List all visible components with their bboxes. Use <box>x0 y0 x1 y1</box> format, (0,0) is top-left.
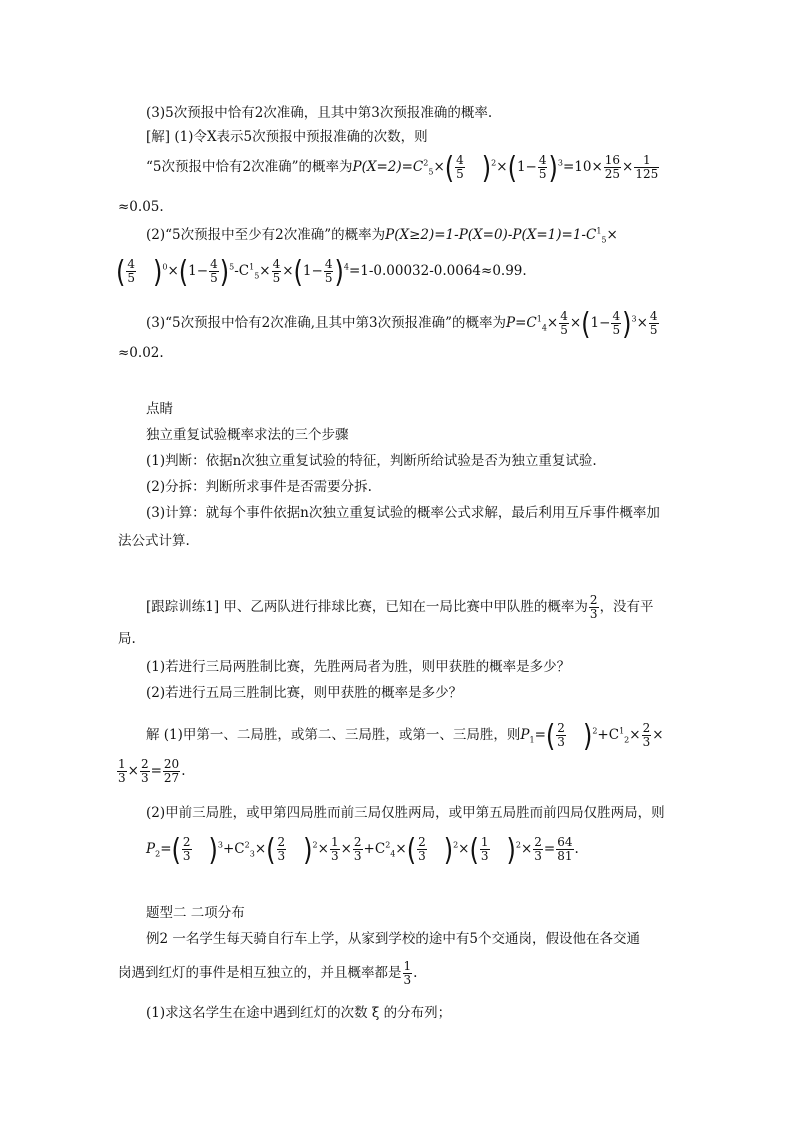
paren-close: ) <box>303 832 313 867</box>
paren-open: ( <box>581 306 591 341</box>
exp: 2 <box>453 840 459 850</box>
formula-p-third-accurate <box>146 306 660 341</box>
times-sign: × <box>254 841 267 857</box>
fraction-4-5: $\frac{4}{5}$ <box>649 309 658 337</box>
times-sign: × <box>520 841 533 857</box>
practice-1-tail: ，没有平 <box>599 599 654 615</box>
c-symbol: C <box>238 263 250 279</box>
fraction-4-5: $\frac{4}{5}$ <box>272 257 281 285</box>
paren-close: ) <box>334 254 344 289</box>
example-2-question-1: (1)求这名学生在途中遇到红灯的次数 ξ 的分布列； <box>146 1005 452 1021</box>
paren-open: ( <box>266 832 276 867</box>
times-sign: × <box>340 841 352 857</box>
paren-open: ( <box>171 832 181 867</box>
c-sup: 1 <box>249 262 255 272</box>
period: . <box>413 965 418 981</box>
dianjing-step-3-cont: 法公式计算. <box>118 533 190 549</box>
approx-result-3: ≈0.02. <box>118 345 164 361</box>
one-minus: 1− <box>516 159 537 175</box>
exp: 3 <box>217 840 223 850</box>
exp: 3 <box>631 314 637 324</box>
fraction-4-5: $\frac{4}{5}$ <box>324 257 333 285</box>
formula-5-p: P(X≥2)=1-P(X=0)-P(X=1)=1-C <box>385 227 597 243</box>
example-2-line-1: 例2 一名学生每天骑自行车上学，从家到学校的途中有5个交通岗，假设他在各交通 <box>146 931 640 947</box>
paren-close: ) <box>208 832 218 867</box>
exp: 5 <box>229 262 235 272</box>
paren-close: ) <box>506 832 516 867</box>
fraction-1-3: $\frac{1}{3}$ <box>118 757 126 785</box>
times-sign: × <box>317 841 329 857</box>
fraction-4-5: $\frac{4}{5}$ <box>538 153 547 181</box>
c-sup: 1 <box>596 226 602 236</box>
equals: = <box>150 763 162 779</box>
exp: 4 <box>343 262 349 272</box>
paren-open: ( <box>406 832 417 867</box>
paren-open: ( <box>545 718 556 753</box>
question-3-text: (3)5次预报中恰有2次准确，且其中第3次预报准确的概率. <box>146 105 493 121</box>
paren-close: ) <box>548 150 558 185</box>
practice-solution-2-formula <box>146 832 579 867</box>
paren-close: ) <box>481 150 492 185</box>
formula-continuation: ( $\frac{4}{5}$ )$^0$×(1− $\frac{4}{5}$ )$^5-C^1_5\times$ $\frac{4}{5}$ ×(1− $\frac{4}{5}$ )$^4$=1-0.00032-0.0064≈0.99. <box>116 254 527 289</box>
dianjing-step-2: (2)分拆：判断所求事件是否需要分拆. <box>146 479 372 495</box>
one-minus: 1− <box>188 263 209 279</box>
plus: + <box>222 841 235 857</box>
times-sign: × <box>569 315 582 331</box>
c-sub: 3 <box>249 849 255 859</box>
formula-7-lead: (3)“5次预报中恰有2次准确,且其中第3次预报准确”的概率为 <box>146 315 506 331</box>
p1-symbol: P <box>520 727 530 743</box>
c-sup: 2 <box>385 840 391 850</box>
practice-solution-2: (2)甲前三局胜，或甲第四局胜而前三局仅胜两局，或甲第五局胜而前四局仅胜两局，则 <box>146 805 665 821</box>
plus: + <box>597 727 609 743</box>
one-minus: 1− <box>302 263 323 279</box>
paren-open: ( <box>293 254 303 289</box>
example-2-line-2 <box>118 960 417 987</box>
times-sign: × <box>636 315 648 331</box>
paren-open: ( <box>469 832 479 867</box>
formula-7-p: P=C <box>505 315 537 331</box>
p2-sub: 2 <box>155 849 161 859</box>
approx-result-1: ≈0.05. <box>118 199 164 215</box>
times-sign: × <box>433 159 445 175</box>
fraction-2-3: $\frac{2}{3}$ <box>140 757 149 785</box>
practice-solution-1-cont <box>116 758 185 785</box>
times-sign: × <box>395 841 407 857</box>
fraction-4-5: $\frac{4}{5}$ <box>560 309 568 337</box>
formula-p-x-ge-2 <box>146 226 618 244</box>
times-sign: × <box>622 159 634 175</box>
equals: = <box>543 841 556 857</box>
equals: = <box>160 841 172 857</box>
times-sign: × <box>546 315 559 331</box>
times-sign: × <box>282 263 294 279</box>
c-sup: 2 <box>244 840 250 850</box>
c-sub: 4 <box>541 323 547 333</box>
one-minus: 1− <box>590 315 611 331</box>
fraction-4-5: $\frac{4}{5}$ <box>612 309 621 337</box>
fraction-2-3: $\frac{2}{3}$ <box>418 835 426 863</box>
practice-1-prompt <box>146 594 654 621</box>
c-symbol: C <box>234 841 245 857</box>
example-2-text: 岗遇到红灯的事件是相互独立的，并且概率都是 <box>118 965 402 981</box>
paren-open: ( <box>116 254 126 289</box>
fraction-20-27: $\frac{20}{27}$ <box>163 757 180 785</box>
c-sub: 4 <box>390 849 396 859</box>
fraction-16-25: $\frac{16}{25}$ <box>604 153 621 181</box>
exp: 3 <box>557 158 563 168</box>
formula-5-lead: (2)“5次预报中至少有2次准确”的概率为 <box>146 227 386 243</box>
fraction-4-5: $\frac{4}{5}$ <box>127 257 136 285</box>
times-sign: × <box>652 727 664 743</box>
c-symbol: C <box>374 841 386 857</box>
paren-close: ) <box>443 832 454 867</box>
fraction-1-3: $\frac{1}{3}$ <box>403 959 412 987</box>
times-sign: × <box>606 227 618 243</box>
fraction-4-5: $\frac{4}{5}$ <box>210 257 218 285</box>
exp: 2 <box>592 726 598 736</box>
times-sign: × <box>629 727 641 743</box>
practice-solution-1 <box>146 718 664 753</box>
dianjing-step-1: (1)判断：依据n次独立重复试验的特征，判断所给试验是否为独立重复试验. <box>146 453 597 469</box>
solution-1-text: 解 (1)甲第一、二局胜，或第二、三局胜，或第一、三局胜，则 <box>146 727 521 743</box>
fraction-64-81: $\frac{64}{81}$ <box>557 835 573 863</box>
exp: 0 <box>162 262 168 272</box>
paren-open: ( <box>507 150 517 185</box>
solution-intro: [解] (1)令X表示5次预报中预报准确的次数，则 <box>146 129 428 145</box>
period: . <box>574 841 579 857</box>
paren-close: ) <box>153 254 163 289</box>
times-sign: × <box>259 263 271 279</box>
formula-3-eq: =10× <box>562 159 603 175</box>
c-sup: 2 <box>423 158 429 168</box>
dianjing-title: 独立重复试验概率求法的三个步骤 <box>146 427 349 443</box>
plus: + <box>363 841 375 857</box>
fraction-2-3: $\frac{2}{3}$ <box>182 835 191 863</box>
dianjing-step-3: (3)计算：就每个事件依据n次独立重复试验的概率公式求解，最后利用互斥事件概率加 <box>146 505 660 521</box>
c-sup: 1 <box>536 314 542 324</box>
fraction-1-125: $\frac{1}{125}$ <box>635 153 659 181</box>
times-sign: × <box>127 763 139 779</box>
formula-3-p: P(X=2)=C <box>352 159 424 175</box>
equals: = <box>534 727 546 743</box>
fraction-1-3: $\frac{1}{3}$ <box>330 835 339 863</box>
paren-open: ( <box>178 254 189 289</box>
fraction-4-5: $\frac{4}{5}$ <box>456 153 464 181</box>
fraction-2-3: $\frac{2}{3}$ <box>353 835 362 863</box>
fraction-2-3: $\frac{2}{3}$ <box>557 721 565 749</box>
practice-question-2: (2)若进行五局三胜制比赛，则甲获胜的概率是多少？ <box>146 685 463 701</box>
exp: 2 <box>491 158 497 168</box>
fraction-2-3: $\frac{2}{3}$ <box>642 721 651 749</box>
times-sign: × <box>458 841 470 857</box>
c-sub: 2 <box>624 735 630 745</box>
formula-p-x-eq-2 <box>146 150 660 185</box>
formula-3-lead: “5次预报中恰有2次准确”的概率为 <box>146 159 353 175</box>
practice-question-1: (1)若进行三局两胜制比赛，先胜两局者为胜，则甲获胜的概率是多少？ <box>146 659 571 675</box>
paren-close: ) <box>582 718 593 753</box>
dianjing-heading: 点睛 <box>146 401 173 417</box>
paren-close: ) <box>622 306 632 341</box>
formula-6-result: =1-0.00032-0.0064≈0.99. <box>348 263 527 279</box>
section-heading-binomial: 题型二 二项分布 <box>146 905 245 921</box>
c-symbol: C <box>608 727 620 743</box>
fraction-2-3: $\frac{2}{3}$ <box>534 835 542 863</box>
period: . <box>181 763 186 779</box>
times-sign: × <box>496 159 508 175</box>
paren-close: ) <box>219 254 230 289</box>
c-sub: 5 <box>428 167 434 177</box>
c-sup: 1 <box>619 726 625 736</box>
p1-sub: 1 <box>529 735 535 745</box>
practice-1-cont: 局. <box>118 631 136 647</box>
times-sign: × <box>167 263 179 279</box>
exp: 2 <box>515 840 521 850</box>
fraction-2-3: $\frac{2}{3}$ <box>277 835 286 863</box>
c-sub: 5 <box>601 235 607 245</box>
p2-symbol: P <box>146 841 156 857</box>
practice-1-text: [跟踪训练1] 甲、乙两队进行排球比赛，已知在一局比赛中甲队胜的概率为 <box>146 599 588 615</box>
exp: 2 <box>312 840 318 850</box>
fraction-2-3: $\frac{2}{3}$ <box>589 593 598 621</box>
paren-open: ( <box>444 150 455 185</box>
fraction-1-3: $\frac{1}{3}$ <box>480 835 489 863</box>
c-sub: 5 <box>254 271 260 281</box>
